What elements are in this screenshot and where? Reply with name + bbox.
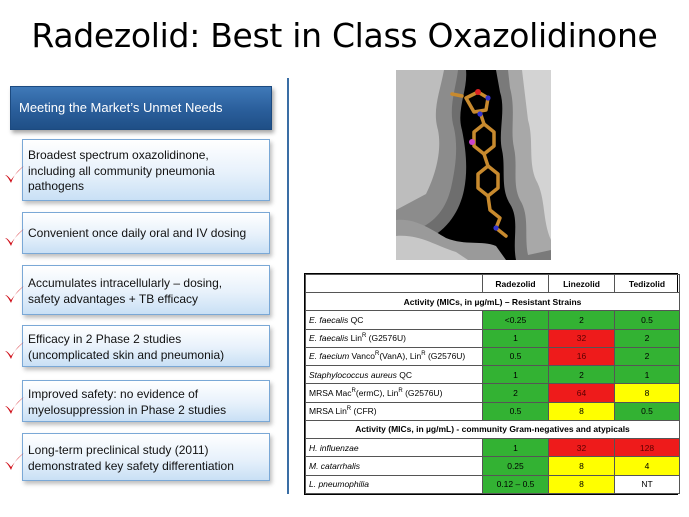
bullet-box (22, 265, 270, 315)
bullet-line: Efficacy in 2 Phase 2 studies (28, 332, 182, 346)
organism-suffix2: (ermC), Lin (355, 387, 399, 398)
mic-value: 8 (549, 402, 615, 420)
red-checkmark-icon (3, 164, 25, 186)
red-checkmark-icon (3, 227, 25, 249)
bullet-box (22, 212, 270, 254)
bullet-line: Improved safety: no evidence of (28, 387, 199, 401)
bullet-line: pathogens (28, 179, 85, 193)
organism-suffix: QC (396, 369, 413, 380)
organism-italic: M. catarrhalis (309, 461, 361, 472)
organism-sup: R (361, 333, 367, 340)
bullet-line: Accumulates intracellularly – dosing, (28, 276, 223, 290)
organism-suffix: QC (348, 314, 364, 325)
slide-title: Radezolid: Best in Class Oxazolidinone (31, 16, 658, 55)
mic-value: 2 (549, 311, 615, 329)
bullet-box (22, 380, 270, 422)
mic-value: 2 (615, 347, 680, 365)
organism-suffix: MRSA Lin (309, 406, 347, 417)
bullet-line: Convenient once daily oral and IV dosing (28, 226, 247, 240)
mic-value: 128 (615, 439, 680, 457)
mic-value: NT (615, 475, 680, 493)
mic-value: 2 (615, 329, 680, 347)
table-row (306, 475, 680, 493)
table-section-row (306, 420, 680, 438)
mic-value: 0.5 (483, 402, 549, 420)
table-row (306, 329, 680, 347)
organism-name (306, 457, 483, 475)
organism-name (306, 402, 483, 420)
organism-name (306, 329, 483, 347)
organism-name (306, 347, 483, 365)
table-row (306, 311, 680, 329)
organism-suffix2: (CFR) (351, 406, 377, 417)
organism-name (306, 439, 483, 457)
organism-suffix2: (VanA), Lin (379, 351, 422, 362)
table-row (306, 402, 680, 420)
bullet-box (22, 433, 270, 481)
organism-name (306, 311, 483, 329)
organism-sup2: R (398, 388, 403, 395)
organism-italic: E. faecalis (309, 314, 349, 325)
section-heading: Activity (MICs, in µg/mL) – Resistant Strains (306, 293, 680, 311)
mic-value: 8 (549, 457, 615, 475)
organism-italic: Staphylococcus aureus (309, 369, 397, 380)
red-checkmark-icon (3, 451, 25, 473)
mic-value: <0.25 (483, 311, 549, 329)
header-empty (306, 275, 483, 293)
bullet-box (22, 325, 270, 367)
mic-value: 2 (483, 384, 549, 402)
organism-name (306, 475, 483, 493)
organism-italic: H. influenzae (309, 442, 359, 453)
organism-suffix2: (G2576U) (366, 333, 406, 344)
mic-value: 0.5 (615, 311, 680, 329)
mic-value: 4 (615, 457, 680, 475)
table-row (306, 457, 680, 475)
vertical-divider (287, 78, 289, 494)
bullet-line: safety advantages + TB efficacy (28, 291, 198, 306)
mic-value: 0.5 (483, 347, 549, 365)
table-row (306, 439, 680, 457)
bullet-line: (uncomplicated skin and pneumonia) (28, 347, 225, 362)
table-row (306, 347, 680, 365)
header-tedizolid: Tedizolid (615, 275, 680, 293)
mic-value: 64 (549, 384, 615, 402)
organism-italic: L. pneumophilia (309, 479, 370, 490)
organism-suffix: Vanco (349, 351, 375, 362)
organism-italic: E. faecium (309, 351, 350, 362)
mic-value: 1 (615, 366, 680, 384)
mic-value: 0.12 – 0.5 (483, 475, 549, 493)
bullet-line: myelosuppression in Phase 2 studies (28, 402, 227, 417)
organism-suffix: MRSA Mac (309, 387, 352, 398)
organism-suffix: Lin (348, 333, 362, 344)
red-checkmark-icon (3, 395, 25, 417)
header-linezolid: Linezolid (549, 275, 615, 293)
table-row (306, 366, 680, 384)
red-checkmark-icon (3, 284, 25, 306)
section-heading: Activity (MICs, in µg/mL) - community Gram-negatives and atypicals (306, 420, 680, 438)
bullet-box (22, 139, 270, 201)
organism-sup: R (346, 406, 352, 413)
molecule-binding-image (396, 70, 551, 260)
mic-value: 1 (483, 329, 549, 347)
mic-value: 1 (483, 366, 549, 384)
header-radezolid: Radezolid (483, 275, 549, 293)
organism-suffix3: (G2576U) (425, 351, 466, 362)
bullet-line: Long-term preclinical study (2011) (28, 443, 209, 457)
unmet-needs-header: Meeting the Market’s Unmet Needs (10, 86, 272, 130)
mic-value: 1 (483, 439, 549, 457)
mic-value: 8 (549, 475, 615, 493)
mic-value: 32 (549, 439, 615, 457)
mic-value: 8 (615, 384, 680, 402)
organism-sup: R (351, 388, 356, 395)
organism-suffix3: (G2576U) (402, 387, 443, 398)
organism-italic: E. faecalis (309, 333, 349, 344)
table-row (306, 384, 680, 402)
organism-sup2: R (421, 351, 426, 358)
mic-value: 16 (549, 347, 615, 365)
mic-value: 2 (549, 366, 615, 384)
organism-sup: R (375, 351, 380, 358)
organism-name (306, 384, 483, 402)
mic-value: 0.25 (483, 457, 549, 475)
organism-name (306, 366, 483, 384)
bullet-line: including all community pneumonia (28, 163, 215, 178)
table-section-row (306, 293, 680, 311)
red-checkmark-icon (3, 340, 25, 362)
mic-value: 0.5 (615, 402, 680, 420)
bullet-line: Broadest spectrum oxazolidinone, (28, 148, 209, 162)
mic-activity-table (304, 273, 678, 495)
mic-value: 32 (549, 329, 615, 347)
bullet-line: demonstrated key safety differentiation (28, 458, 234, 473)
